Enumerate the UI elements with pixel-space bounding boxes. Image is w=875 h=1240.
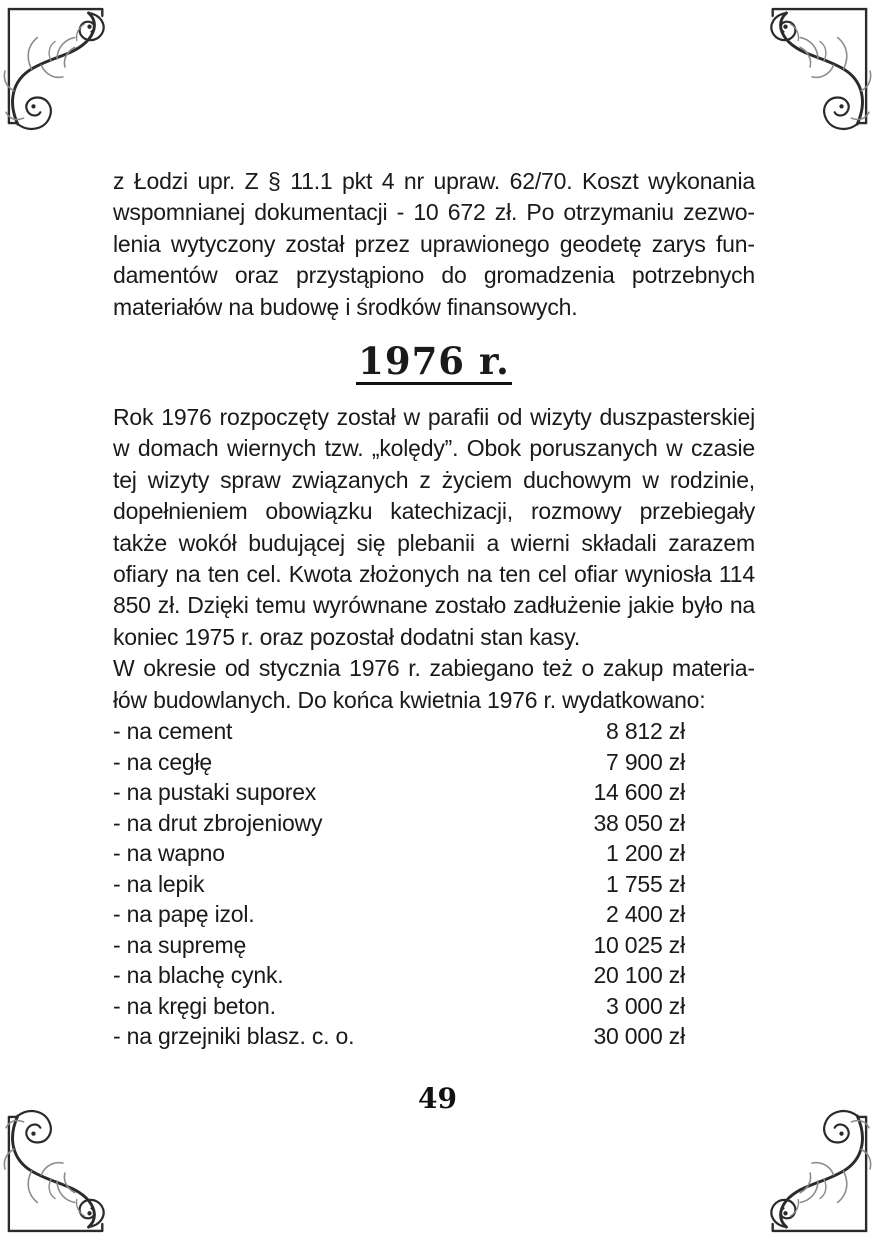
expense-row <box>113 899 685 930</box>
expense-amount: 2 400 zł <box>606 901 685 928</box>
expense-amount: 1 200 zł <box>606 840 685 867</box>
expense-label: - na blachę cynk. <box>113 962 284 989</box>
expense-amount: 30 000 zł <box>593 1023 685 1050</box>
section-heading-wrap <box>113 341 755 394</box>
expense-label: - na drut zbrojeniowy <box>113 809 323 836</box>
expense-label: - na cement <box>113 718 233 745</box>
expense-row <box>113 960 685 991</box>
expense-row <box>113 716 685 747</box>
expense-label: - na papę izol. <box>113 901 255 928</box>
expense-label: - na kręgi beton. <box>113 992 276 1019</box>
expense-row <box>113 869 685 900</box>
paragraph-parish-visit: Rok 1976 rozpoczęty został w parafii od wizyty duszpasterskiej w domach wiernych tzw. „kolędy”. Obok poruszanych w czasie tej wizyty spraw związanych z życiem duchowym w rodzinie, dopełnieniem obowiązku katechizacji, rozmowy przebiegały także wokół budującej się plebanii a wierni składali zarazem ofiary na ten cel. Kwota złożonych na ten cel ofiar wyniosła 114 850 zł. Dzięki temu wyrównane zostało zadłużenie jakie było na koniec 1975 r. oraz pozostał dodatni stan kasy. <box>113 404 755 650</box>
expense-label: - na cegłę <box>113 748 213 775</box>
expense-amount: 7 900 zł <box>606 748 685 775</box>
paragraph-documentation-cost: z Łodzi upr. Z § 11.1 pkt 4 nr upraw. 62/70. Koszt wykonania wspomnianej dokumentacji - 10 672 zł. Po otrzymaniu zezwolenia wytyczony został przez uprawionego geodetę zarys fundamentów oraz przystąpiono do gromadzenia potrzebnych materiałów na budowę i środków finansowych. <box>113 168 755 320</box>
expense-row <box>113 991 685 1022</box>
expense-row <box>113 1021 685 1052</box>
expense-amount: 8 812 zł <box>606 718 685 745</box>
expense-amount: 14 600 zł <box>593 779 685 806</box>
corner-flourish-ornament-bottom-left <box>2 1102 120 1240</box>
expense-label: - na supremę <box>113 931 247 958</box>
expense-row <box>113 747 685 778</box>
expense-list <box>113 716 755 1052</box>
expense-amount: 1 755 zł <box>606 870 685 897</box>
expense-row <box>113 777 685 808</box>
expense-amount: 38 050 zł <box>593 809 685 836</box>
expense-label: - na pustaki suporex <box>113 779 317 806</box>
year-section-heading: 1976 r. <box>358 339 510 384</box>
expense-label: - na lepik <box>113 870 205 897</box>
expense-row <box>113 838 685 869</box>
paragraph-materials-intro: W okresie od stycznia 1976 r. zabiegano też o zakup materiałów budowlanych. Do końca kwietnia 1976 r. wydatkowano: <box>113 655 755 713</box>
text-column <box>113 166 755 1052</box>
expense-label: - na wapno <box>113 840 225 867</box>
corner-flourish-ornament-top-right <box>755 0 873 138</box>
expense-row <box>113 808 685 839</box>
expense-label: - na grzejniki blasz. c. o. <box>113 1023 355 1050</box>
expense-row <box>113 930 685 961</box>
corner-flourish-ornament-bottom-right <box>755 1102 873 1240</box>
page-number: 49 <box>418 1082 457 1115</box>
expense-amount: 10 025 zł <box>593 931 685 958</box>
expense-amount: 20 100 zł <box>593 962 685 989</box>
corner-flourish-ornament-top-left <box>2 0 120 138</box>
expense-amount: 3 000 zł <box>606 992 685 1019</box>
